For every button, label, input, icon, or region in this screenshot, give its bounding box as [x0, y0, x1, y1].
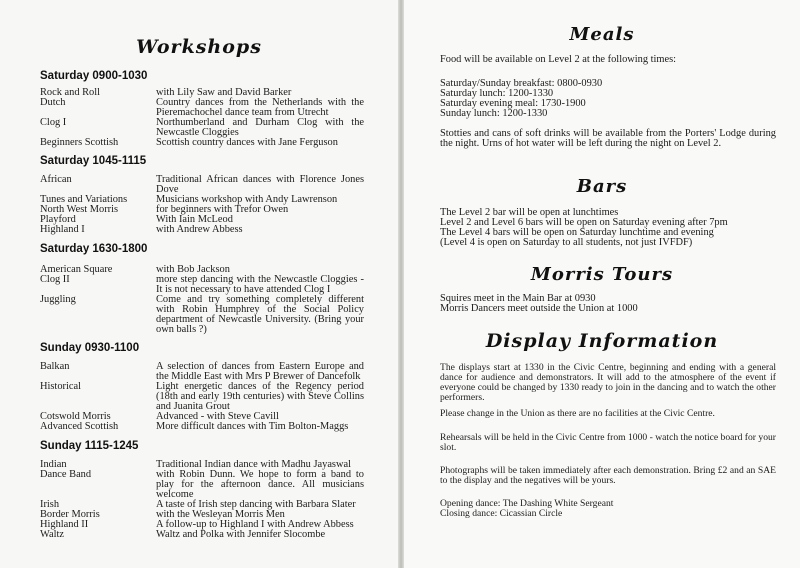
left-page — [0, 0, 398, 568]
workshop-name: Border Morris — [40, 509, 100, 520]
bar-line: The Level 4 bars will be open on Saturday lunchtime and evening — [440, 227, 714, 238]
workshop-name: Historical — [40, 381, 81, 392]
workshop-name: Indian — [40, 459, 67, 470]
meal-time: Sunday lunch: 1200-1330 — [440, 108, 548, 119]
workshop-desc: Traditional African dances with Florence Jones Dove — [156, 174, 364, 195]
workshop-name: African — [40, 174, 72, 185]
display-paragraph: The displays start at 1330 in the Civic Centre, beginning and ending with a general dance for audience and demonstrators. It will add to the atmosphere of the event if everyone could be changed by 1330 ready to join in the dancing and to watch the other performers. — [440, 362, 776, 403]
session-heading: Saturday 1630-1800 — [40, 243, 148, 255]
workshop-desc: A follow-up to Highland I with Andrew Abbess — [156, 519, 354, 530]
session-heading: Saturday 1045-1115 — [40, 155, 147, 167]
morris-line: Morris Dancers meet outside the Union at 1000 — [440, 303, 638, 314]
bar-line: Level 2 and Level 6 bars will be open on Saturday evening after 7pm — [440, 217, 728, 228]
workshop-desc: with Bob Jackson — [156, 264, 230, 275]
workshop-desc: Advanced - with Steve Cavill — [156, 411, 279, 422]
display-information-title: Display Information — [485, 330, 719, 352]
meals-intro: Food will be available on Level 2 at the following times: — [440, 54, 677, 65]
meal-time: Saturday lunch: 1200-1330 — [440, 88, 554, 99]
workshop-desc: With Iain McLeod — [156, 214, 233, 225]
meals-title: Meals — [569, 24, 635, 45]
workshop-name: Beginners Scottish — [40, 137, 119, 148]
workshop-desc: Scottish country dances with Jane Ferguson — [156, 137, 338, 148]
workshop-name: Clog II — [40, 274, 70, 285]
workshop-name: North West Morris — [40, 204, 119, 215]
workshop-desc: A selection of dances from Eastern Europe and the Middle East with Mrs P Brewer of Dancefolk — [156, 361, 364, 382]
workshop-name: Juggling — [40, 294, 76, 305]
workshop-name: Clog I — [40, 117, 67, 128]
meal-time: Saturday evening meal: 1730-1900 — [440, 98, 586, 109]
morris-line: Squires meet in the Main Bar at 0930 — [440, 293, 596, 304]
workshop-name: Waltz — [40, 529, 64, 540]
bar-line: (Level 4 is open on Saturday to all students, not just IVFDF) — [440, 237, 693, 248]
display-paragraph: Rehearsals will be held in the Civic Centre from 1000 - watch the notice board for your slot. — [440, 432, 776, 453]
right-page — [404, 0, 800, 568]
meals-note: Stotties and cans of soft drinks will be available from the Porters' Lodge during the night. Urns of hot water will be left during the night on Level 2. — [440, 128, 776, 149]
display-paragraph: Photographs will be taken immediately after each demonstration. Bring £2 and an SAE to the display and the negatives will be yours. — [440, 465, 776, 486]
meal-time: Saturday/Sunday breakfast: 0800-0930 — [440, 78, 603, 89]
workshop-name: Dance Band — [40, 469, 92, 480]
workshops-title: Workshops — [136, 36, 262, 58]
workshop-desc: with Robin Dunn. We hope to form a band to play for the afternoon dance. All musicians welcome — [156, 469, 364, 500]
workshop-desc: Light energetic dances of the Regency period (18th and early 19th centuries) with Steve Collins and Juanita Grout — [156, 381, 364, 412]
workshop-desc: with Andrew Abbess — [156, 224, 243, 235]
workshop-name: Rock and Roll — [40, 87, 101, 98]
workshop-desc: A taste of Irish step dancing with Barbara Slater — [156, 499, 356, 510]
workshop-name: Highland I — [40, 224, 85, 235]
workshop-name: Dutch — [40, 97, 66, 108]
closing-dance: Closing dance: Cicassian Circle — [440, 508, 563, 519]
bar-line: The Level 2 bar will be open at lunchtimes — [440, 207, 619, 218]
workshop-name: Highland II — [40, 519, 89, 530]
workshop-name: Irish — [40, 499, 60, 510]
opening-dance: Opening dance: The Dashing White Sergeant — [440, 498, 614, 509]
workshop-desc: More difficult dances with Tim Bolton-Maggs — [156, 421, 349, 432]
workshop-desc: more step dancing with the Newcastle Cloggies - It is not necessary to have attended Clog I — [156, 274, 364, 295]
workshop-name: Playford — [40, 214, 76, 225]
session-heading: Saturday 0900-1030 — [40, 70, 148, 82]
workshop-name: Cotswold Morris — [40, 411, 111, 422]
workshop-desc: Waltz and Polka with Jennifer Slocombe — [156, 529, 326, 540]
workshop-desc: with Lily Saw and David Barker — [156, 87, 292, 98]
workshop-desc: Northumberland and Durham Clog with the Newcastle Cloggies — [156, 117, 364, 138]
workshop-desc: for beginners with Trefor Owen — [156, 204, 289, 215]
bars-title: Bars — [576, 176, 628, 197]
display-paragraph: Please change in the Union as there are no facilities at the Civic Centre. — [440, 408, 715, 419]
workshop-name: Tunes and Variations — [40, 194, 128, 205]
workshop-desc: Musicians workshop with Andy Lawrenson — [156, 194, 338, 205]
workshop-desc: Traditional Indian dance with Madhu Jayaswal — [156, 459, 351, 470]
workshop-desc: Country dances from the Netherlands with the Pieremachochel dance team from Utrecht — [156, 97, 364, 118]
workshop-name: American Square — [40, 264, 113, 275]
session-heading: Sunday 0930-1100 — [40, 342, 140, 354]
workshop-name: Advanced Scottish — [40, 421, 119, 432]
session-heading: Sunday 1115-1245 — [40, 440, 139, 452]
workshop-name: Balkan — [40, 361, 70, 372]
workshop-desc: with the Wesleyan Morris Men — [156, 509, 285, 520]
workshop-desc: Come and try something completely different with Robin Humphrey of the Social Policy department of Newcastle University. (Bring your own balls ?) — [156, 294, 364, 335]
morris-tours-title: Morris Tours — [530, 264, 674, 285]
